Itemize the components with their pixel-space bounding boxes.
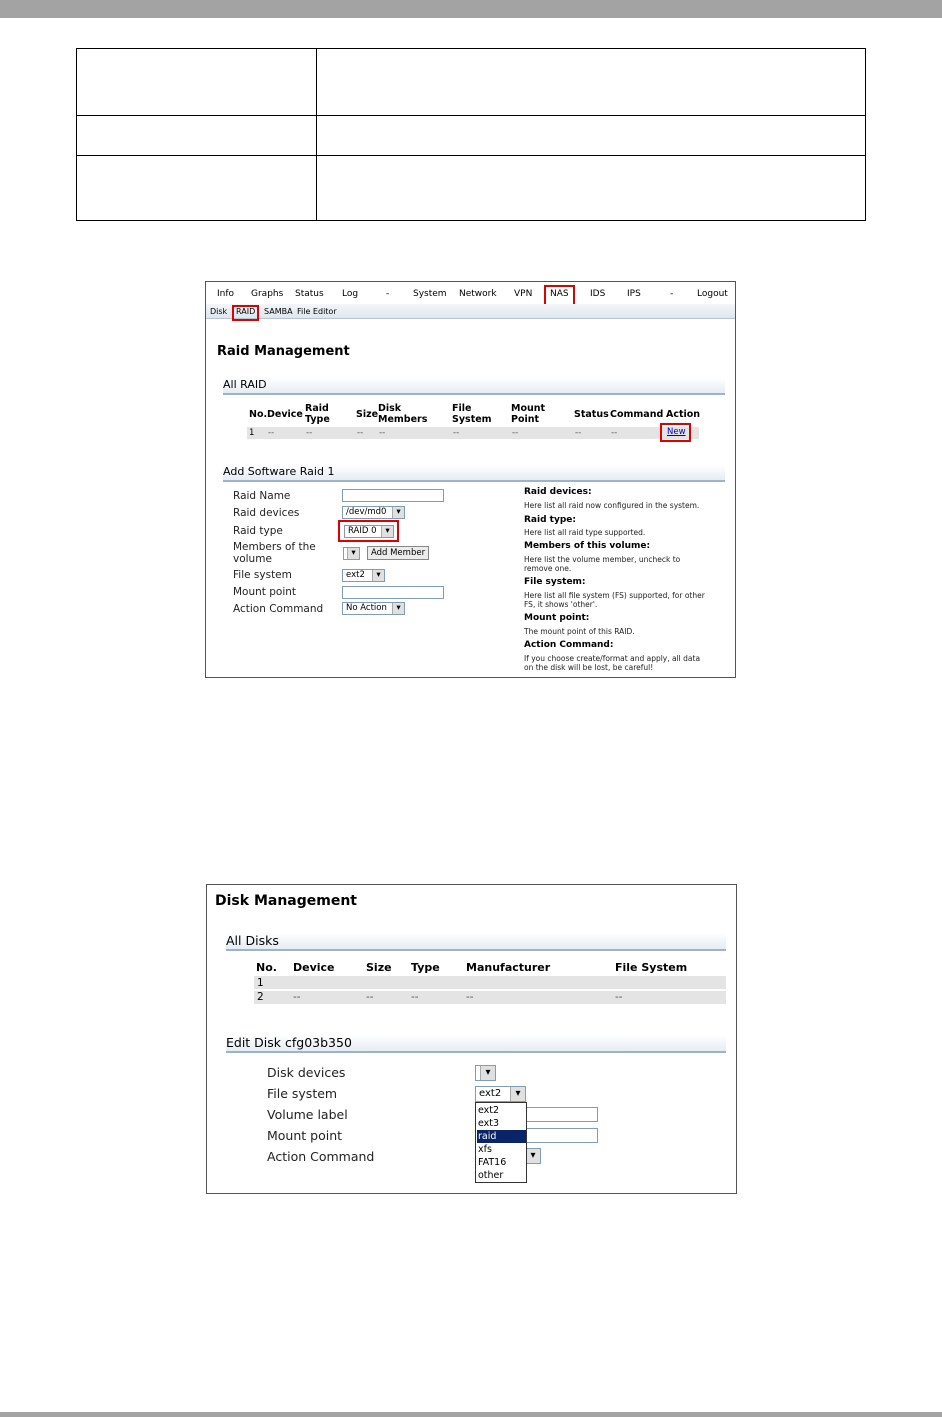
fs-option-ext2[interactable]: ext2 (478, 1105, 500, 1116)
help-file-system-title: File system: (524, 577, 586, 587)
action-command-value: No Action (346, 603, 387, 613)
help-raid-devices-text: Here list all raid now configured in the system. (524, 501, 700, 510)
column-header-size: Size (366, 961, 392, 974)
nav-graphs[interactable]: Graphs (251, 289, 284, 299)
nav-system[interactable]: System (413, 289, 447, 299)
raid-management-screenshot (205, 281, 736, 678)
page-footer-bar (0, 1412, 942, 1417)
cell-status: -- (575, 428, 582, 438)
help-raid-devices-title: Raid devices: (524, 487, 592, 497)
nav-ids[interactable]: IDS (590, 289, 606, 299)
raid-type-highlight-box (338, 520, 399, 542)
disk-management-screenshot (206, 884, 737, 1194)
new-link-highlight-box (660, 423, 691, 442)
add-raid-section-header: Add Software Raid 1 (223, 465, 725, 482)
chevron-down-icon: ▾ (381, 526, 393, 537)
all-raid-section-header: All RAID (223, 378, 725, 395)
nav-info[interactable]: Info (217, 289, 235, 299)
chevron-down-icon: ▾ (480, 1066, 495, 1080)
chevron-down-icon: ▾ (525, 1149, 540, 1163)
column-header-manufacturer: Manufacturer (466, 961, 551, 974)
column-header-raid-type: Raid Type (305, 403, 330, 425)
action-command-label: Action Command (267, 1149, 375, 1164)
table-row (254, 976, 726, 989)
new-raid-link[interactable]: New (667, 427, 686, 437)
file-system-value: ext2 (346, 570, 365, 580)
help-file-system-text-1: Here list all file system (FS) supported, for other (524, 591, 705, 600)
cell-no: 1 (249, 428, 255, 438)
table-cell (77, 116, 317, 155)
add-member-button[interactable]: Add Member (367, 546, 429, 560)
mount-point-label: Mount point (267, 1128, 343, 1143)
column-header-command: Command (610, 409, 664, 420)
cell-file-system: -- (453, 428, 460, 438)
help-file-system-text-2: FS, it shows 'other'. (524, 600, 598, 609)
column-header-no: No. (249, 409, 268, 420)
cell-mount-point: -- (512, 428, 519, 438)
cell-device: -- (293, 991, 301, 1003)
top-navigation (206, 282, 735, 304)
table-row (247, 427, 699, 439)
help-members-text-1: Here list the volume member, uncheck to (524, 555, 681, 564)
table-cell (317, 155, 866, 220)
page-title: Disk Management (215, 893, 357, 909)
action-command-label: Action Command (233, 603, 324, 615)
fs-option-xfs[interactable]: xfs (478, 1144, 492, 1155)
cell-size: -- (357, 428, 364, 438)
cell-no: 1 (257, 977, 264, 989)
help-raid-type-title: Raid type: (524, 515, 576, 525)
fs-option-other[interactable]: other (478, 1170, 504, 1181)
disk-devices-select[interactable] (475, 1065, 496, 1081)
subnav-samba[interactable]: SAMBA (264, 307, 293, 316)
mount-point-label: Mount point (233, 586, 297, 598)
help-mount-point-title: Mount point: (524, 613, 590, 623)
column-header-mount-point: Mount Point (511, 403, 546, 425)
file-system-dropdown-list (475, 1102, 527, 1183)
cell-command: -- (611, 428, 618, 438)
raid-devices-select[interactable] (342, 506, 405, 519)
table-cell (317, 116, 866, 155)
column-header-status: Status (574, 409, 609, 420)
column-header-disk-members: Disk Members (378, 403, 428, 425)
cell-manufacturer: -- (466, 991, 474, 1003)
subnav-disk[interactable]: Disk (210, 307, 228, 316)
action-command-select[interactable] (342, 602, 405, 615)
cell-size: -- (366, 991, 374, 1003)
volume-label-label: Volume label (267, 1107, 348, 1122)
table-cell (77, 49, 317, 116)
document-table (76, 48, 866, 221)
raid-tab-highlight-box (232, 305, 259, 321)
nav-ips[interactable]: IPS (627, 289, 641, 299)
fs-option-ext3[interactable]: ext3 (478, 1118, 500, 1129)
members-label: Members of the volume (233, 541, 316, 565)
raid-name-label: Raid Name (233, 490, 291, 502)
nav-logout[interactable]: Logout (697, 289, 728, 299)
file-system-label: File system (267, 1086, 338, 1101)
cell-file-system: -- (615, 991, 623, 1003)
raid-type-label: Raid type (233, 525, 283, 537)
file-system-label: File system (233, 569, 292, 581)
raid-name-input[interactable] (342, 489, 444, 502)
nav-vpn[interactable]: VPN (514, 289, 533, 299)
nav-status[interactable]: Status (295, 289, 324, 299)
table-row (254, 991, 726, 1004)
chevron-down-icon: ▾ (392, 603, 404, 614)
subnav-file-editor[interactable]: File Editor (297, 307, 337, 316)
help-members-title: Members of this volume: (524, 541, 651, 551)
file-system-select[interactable] (342, 569, 385, 582)
file-system-select[interactable] (475, 1086, 526, 1102)
chevron-down-icon: ▾ (392, 507, 404, 518)
nav-separator: - (386, 289, 390, 299)
raid-devices-label: Raid devices (233, 507, 300, 519)
nav-log[interactable]: Log (342, 289, 359, 299)
fs-option-raid[interactable]: raid (477, 1130, 526, 1143)
cell-device: -- (268, 428, 275, 438)
column-header-device: Device (293, 961, 335, 974)
nav-network[interactable]: Network (459, 289, 497, 299)
cell-disk-members: -- (379, 428, 386, 438)
chevron-down-icon: ▾ (510, 1087, 525, 1101)
help-raid-type-text: Here list all raid type supported. (524, 528, 646, 537)
table-cell (77, 155, 317, 220)
members-select[interactable] (343, 547, 360, 560)
mount-point-input[interactable] (342, 586, 444, 599)
table-cell (317, 49, 866, 116)
raid-devices-value: /dev/md0 (346, 507, 387, 517)
column-header-file-system: File System (615, 961, 688, 974)
chevron-down-icon: ▾ (372, 570, 384, 581)
help-action-command-text-1: If you choose create/format and apply, all data (524, 654, 701, 663)
fs-option-fat16[interactable]: FAT16 (478, 1157, 507, 1168)
help-members-text-2: remove one. (524, 564, 572, 573)
help-mount-point-text: The mount point of this RAID. (524, 627, 635, 636)
disk-devices-label: Disk devices (267, 1065, 346, 1080)
column-header-device: Device (267, 409, 303, 420)
column-header-no: No. (256, 961, 277, 974)
column-header-type: Type (411, 961, 440, 974)
nav-separator: - (670, 289, 674, 299)
column-header-file-system: File System (452, 403, 492, 425)
chevron-down-icon: ▾ (347, 548, 359, 559)
file-system-value: ext2 (479, 1088, 502, 1099)
subnav-raid[interactable]: RAID (236, 307, 256, 316)
raid-type-value: RAID 0 (348, 526, 377, 536)
help-action-command-text-2: on the disk will be lost, be careful! (524, 663, 654, 672)
all-disks-section-header: All Disks (226, 933, 726, 951)
page-title: Raid Management (217, 344, 350, 359)
cell-no: 2 (257, 991, 264, 1003)
column-header-action: Action (666, 409, 701, 420)
edit-disk-section-header: Edit Disk cfg03b350 (226, 1035, 726, 1053)
page-header-bar (0, 0, 942, 18)
nav-nas[interactable]: NAS (550, 289, 569, 299)
cell-type: -- (411, 991, 419, 1003)
sub-navigation (206, 304, 735, 319)
column-header-size: Size (356, 409, 379, 420)
cell-raid-type: -- (306, 428, 313, 438)
help-action-command-title: Action Command: (524, 640, 614, 650)
